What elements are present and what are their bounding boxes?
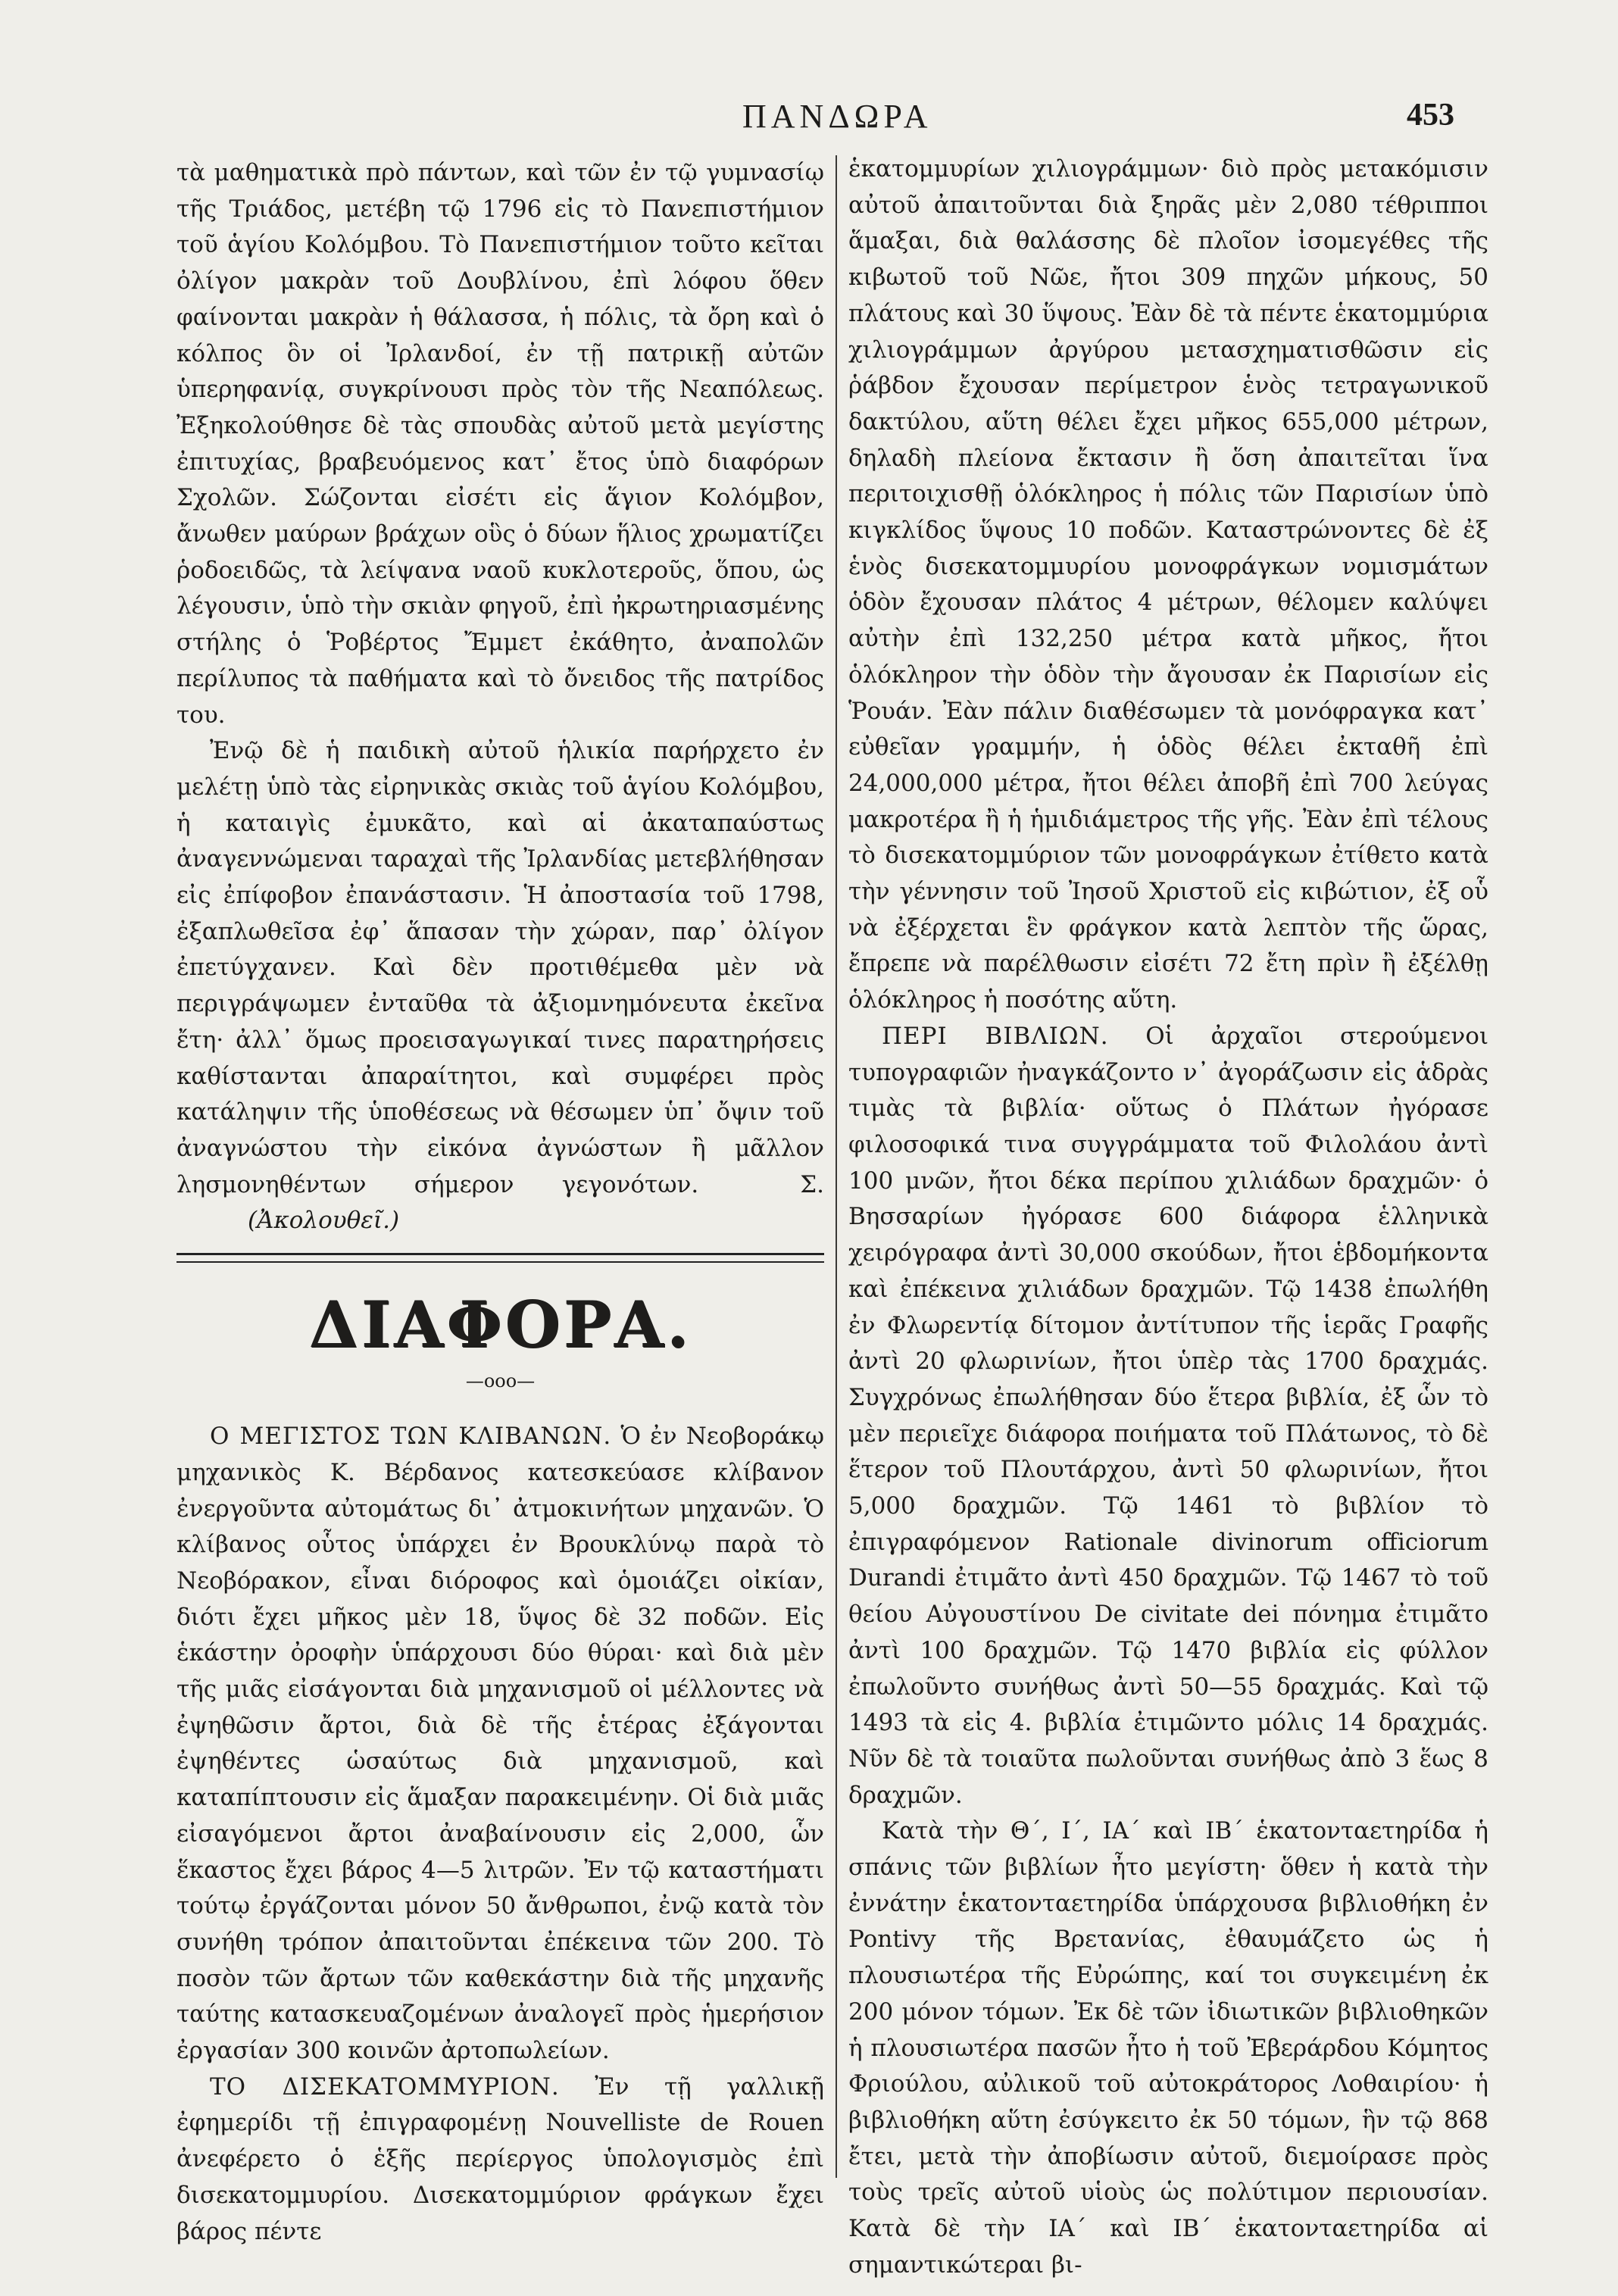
ornament-divider: —ooo— xyxy=(465,1370,536,1392)
running-title: ΠΑΝΔΩΡΑ xyxy=(742,98,932,135)
section-heading: ΔΙΑΦΟΡΑ. xyxy=(308,1287,692,1363)
right-column xyxy=(848,152,1488,2283)
news-item-text: ἑκατομμυρίων χιλιογράμμων· διὸ πρὸς μετακόμισιν αὐτοῦ ἀπαιτοῦνται διὰ ξηρᾶς μὲν 2,080 τέθριπποι ἅμαξαι, διὰ θαλάσσης δὲ πλοῖον ἰσομεγέθες τῆς κιβωτοῦ τοῦ Νῶε, ἤτοι 309 πηχῶν μήκους, 50 πλάτους καὶ 30 ὕψους. Ἐὰν δὲ τὰ πέντε ἑκατομμύρια χιλιογράμμων ἀργύρου μετασχηματισθῶσιν εἰς ῥάβδον ἔχουσαν περίμετρον ἑνὸς τετραγωνικοῦ δακτύλου, αὕτη θέλει ἔχει μῆκος 655,000 μέτρων, δηλαδὴ πλείονα ἔκτασιν ἢ ὅση ἀπαιτεῖται ἵνα περιτοιχισθῇ ὁλόκληρος ἡ πόλις τῶν Παρισίων ὑπὸ κιγκλίδος ὕψους 10 ποδῶν. Καταστρώνοντες δὲ ἐξ ἑνὸς δισεκατομμυρίου μονοφράγκων νομισμάτων ὁδὸν ἔχουσαν πλάτος 4 μέτρων, θέλομεν καλύψει αὐτὴν ἐπὶ 132,250 μέτρα κατὰ μῆκος, ἤτοι ὁλόκληρον τὴν ὁδὸν τὴν ἄγουσαν ἐκ Παρισίων εἰς Ῥουάν. Ἐὰν πάλιν διαθέσωμεν τὰ μονόφραγκα κατ᾽ εὐθεῖαν γραμμήν, ἡ ὁδὸς θέλει ἐκταθῆ ἐπὶ 24,000,000 μέτρα, ἤτοι θέλει ἀποβῆ ἐπὶ 700 λεύγας μακροτέρα ἢ ἡ ἡμιδιάμετρος τῆς γῆς. Ἐὰν ἐπὶ τέλους τὸ δισεκατομμύριον τῶν μονοφράγκων ἐτίθετο κατὰ τὴν γέννησιν τοῦ Ἰησοῦ Χριστοῦ εἰς κιβώτιον, ἐξ οὗ νὰ ἐξέρχεται ἓν φράγκον κατὰ λεπτὸν τῆς ὥρας, ἔπρεπε νὰ παρέλθωσιν εἰσέτι 72 ἔτη πρὶν ἢ ἐξέλθῃ ὁλόκληρος ἡ ποσότης αὕτη. xyxy=(848,155,1488,1014)
news-item xyxy=(176,1419,824,2070)
news-item-text: Κατὰ τὴν Θ´, Ι´, ΙΑ´ καὶ ΙΒ´ ἑκατονταετηρίδα ἡ σπάνις τῶν βιβλίων ἦτο μεγίστη· ὅθεν ἡ κατὰ τὴν ἐννάτην ἑκατονταετηρίδα ὑπάρχουσα βιβλιοθήκη ἐν Pontivy τῆς Βρετανίας, ἐθαυμάζετο ὡς ἡ πλουσιωτέρα τῆς Εὐρώπης, καί τοι συγκειμένη ἐκ 200 μόνον τόμων. Ἐκ δὲ τῶν ἰδιωτικῶν βιβλιοθηκῶν ἡ πλουσιωτέρα πασῶν ἦτο ἡ τοῦ Ἐβεράρδου Κόμητος Φριούλου, αὐλικοῦ τοῦ αὐτοκράτορος Λοθαιρίου· ἡ βιβλιοθήκη αὕτη ἐσύγκειτο ἐκ 50 τόμων, ἣν τῷ 868 ἔτει, μετὰ τὴν ἀποβίωσιν αὐτοῦ, διεμοίρασε πρὸς τοὺς τρεῖς αὐτοῦ υἱοὺς ὡς πολύτιμον περιουσίαν. Κατὰ δὲ τὴν ΙΑ´ καὶ ΙΒ´ ἑκατονταετηρίδα αἱ σημαντικώτεραι βι- xyxy=(848,1817,1488,2279)
author-signature: Σ. xyxy=(800,1170,824,1198)
section-rule xyxy=(176,1253,824,1263)
news-item xyxy=(848,1019,1488,1813)
news-item-text: Οἱ ἀρχαῖοι στερούμενοι τυπογραφιῶν ἠναγκάζοντο ν᾽ ἀγοράζωσιν εἰς ἁδρὰς τιμὰς τὰ βιβλία· οὕτως ὁ Πλάτων ἠγόρασε φιλοσοφικά τινα συγγράμματα τοῦ Φιλολάου ἀντὶ 100 μνῶν, ἤτοι δέκα περίπου χιλιάδων δραχμῶν· ὁ Βησσαρίων ἠγόρασε 600 διάφορα ἑλληνικὰ χειρόγραφα ἀντὶ 30,000 σκούδων, ἤτοι ἑβδομήκοντα καὶ ἐπέκεινα χιλιάδων δραχμῶν. Τῷ 1438 ἐπωλήθη ἐν Φλωρεντίᾳ δίτομον ἀντίτυπον τῆς ἱερᾶς Γραφῆς ἀντὶ 20 φλωρινίων, ἤτοι ὑπὲρ τὰς 1700 δραχμάς. Συγχρόνως ἐπωλήθησαν δύο ἕτερα βιβλία, ἐξ ὧν τὸ μὲν περιεῖχε διάφορα ποιήματα τοῦ Πλάτωνος, τὸ δὲ ἕτερον τοῦ Πλουτάρχου, ἀντὶ 50 φλωρινίων, ἤτοι 5,000 δραχμῶν. Τῷ 1461 τὸ βιβλίον τὸ ἐπιγραφόμενον Rationale divinorum officiorum Durandi ἐτιμᾶτο ἀντὶ 450 δραχμῶν. Τῷ 1467 τὸ τοῦ θείου Αὐγουστίνου De civitate dei πόνημα ἐτιμᾶτο ἀντὶ 100 δραχμῶν. Τῷ 1470 βιβλία εἰς φύλλον ἐπωλοῦντο συνήθως ἀντὶ 50—55 δραχμάς. Καὶ τῷ 1493 τὰ εἰς 4. βιβλία ἐτιμῶντο μόλις 14 δραχμάς. Νῦν δὲ τὰ τοιαῦτα πωλοῦνται συνήθως ἀπὸ 3 ἕως 8 δραχμῶν. xyxy=(848,1022,1489,1809)
news-item-title: ΤΟ ΔΙΣΕΚΑΤΟΜΜΥΡΙΟΝ. xyxy=(210,2073,560,2101)
column-divider xyxy=(836,155,837,2178)
left-column xyxy=(176,155,824,2250)
news-item xyxy=(176,2070,824,2251)
paragraph-text: Ἐνῷ δὲ ἡ παιδικὴ αὐτοῦ ἡλικία παρήρχετο ἐν μελέτῃ ὑπὸ τὰς εἰρηνικὰς σκιὰς τοῦ ἁγίου Κολόμβου, ἡ καταιγὶς ἐμυκᾶτο, καὶ αἱ ἀκαταπαύστως ἀναγεννώμεναι ταραχαὶ τῆς Ἰρλανδίας μετεβλήθησαν εἰς ἐπίφοβον ἐπανάστασιν. Ἡ ἀποστασία τοῦ 1798, ἐξαπλωθεῖσα ἐφ᾽ ἅπασαν τὴν χώραν, παρ᾽ ὀλίγον ἐπετύγχανεν. Καὶ δὲν προτιθέμεθα μὲν νὰ περιγράψωμεν ἐνταῦθα τὰ ἀξιομνημόνευτα ἐκεῖνα ἔτη· ἀλλ᾽ ὅμως προεισαγωγικαί τινες παρατηρήσεις καθίστανται ἀπαραίτητοι, καὶ συμφέρει πρὸς κατάληψιν τῆς ὑποθέσεως νὰ θέσωμεν ὑπ᾽ ὄψιν τοῦ ἀναγνώστου τὴν εἰκόνα ἀγνώστων ἢ μᾶλλον λησμονηθέντων σήμερον γεγονότων. xyxy=(176,737,824,1198)
page-number: 453 xyxy=(1407,98,1454,133)
news-item-text: Ὁ ἐν Νεοβοράκῳ μηχανικὸς Κ. Βέρδανος κατεσκεύασε κλίβανον ἐνεργοῦντα αὐτομάτως δι᾽ ἀτμοκινήτων μηχανῶν. Ὁ κλίβανος οὗτος ὑπάρχει ἐν Βρουκλύνῳ παρὰ τὸ Νεοβόρακον, εἶναι διόροφος καὶ ὁμοιάζει οἰκίαν, διότι ἔχει μῆκος μὲν 18, ὕψος δὲ 32 ποδῶν. Εἰς ἑκάστην ὀροφὴν ὑπάρχουσι δύο θύραι· καὶ διὰ μὲν τῆς μιᾶς εἰσάγονται διὰ μηχανισμοῦ οἱ μέλλοντες νὰ ἐψηθῶσιν ἄρτοι, διὰ δὲ τῆς ἑτέρας ἐξάγονται ἐψηθέντες ὡσαύτως διὰ μηχανισμοῦ, καὶ καταπίπτουσιν εἰς ἅμαξαν παρακειμένην. Οἱ διὰ μιᾶς εἰσαγόμενοι ἄρτοι ἀναβαίνουσιν εἰς 2,000, ὧν ἕκαστος ἔχει βάρος 4—5 λιτρῶν. Ἐν τῷ καταστήματι τούτῳ ἐργάζονται μόνον 50 ἄνθρωποι, ἐνῷ κατὰ τὸν συνήθη τρόπον ἀπαιτοῦνται ἐπέκεινα τῶν 200. Τὸ ποσὸν τῶν ἄρτων τῶν καθεκάστην διὰ τῆς μηχανῆς ταύτης κατασκευαζομένων ἀναλογεῖ πρὸς ἡμερήσιον ἐργασίαν 300 κοινῶν ἀρτοπωλείων. xyxy=(176,1423,825,2065)
page-header xyxy=(167,97,1454,145)
continued-note: (Ἀκολουθεῖ.) xyxy=(248,1207,400,1235)
article-paragraph: τὰ μαθηματικὰ πρὸ πάντων, καὶ τῶν ἐν τῷ γυμνασίῳ τῆς Τριάδος, μετέβη τῷ 1796 εἰς τὸ Πανεπιστήμιον τοῦ ἁγίου Κολόμβου. Τὸ Πανεπιστήμιον τοῦτο κεῖται ὀλίγον μακρὰν τοῦ Δουβλίνου, ἐπὶ λόφου ὅθεν φαίνονται μακρὰν ἡ θάλασσα, ἡ πόλις, τὰ ὄρη καὶ ὁ κόλπος ὃν οἱ Ἰρλανδοί, ἐν τῇ πατρικῇ αὐτῶν ὑπερηφανίᾳ, συγκρίνουσι πρὸς τὸν τῆς Νεαπόλεως. Ἐξηκολούθησε δὲ τὰς σπουδὰς αὐτοῦ μετὰ μεγίστης ἐπιτυχίας, βραβευόμενος κατ᾽ ἔτος ὑπὸ διαφόρων Σχολῶν. Σώζονται εἰσέτι εἰς ἅγιον Κολόμβον, ἄνωθεν μαύρων βράχων οὓς ὁ δύων ἥλιος χρωματίζει ῥοδοειδῶς, τὰ λείψανα ναοῦ κυκλοτεροῦς, ὅπου, ὡς λέγουσιν, ὑπὸ τὴν σκιὰν φηγοῦ, ἐπὶ ἠκρωτηριασμένης στήλης ὁ Ῥοβέρτος Ἔμμετ ἐκάθητο, ἀναπολῶν περίλυπος τὰ παθήματα καὶ τὸ ὄνειδος τῆς πατρίδος του. xyxy=(176,159,824,729)
article-paragraph xyxy=(176,733,824,1239)
news-item-text: Ἐν τῇ γαλλικῇ ἐφημερίδι τῇ ἐπιγραφομένῃ Nouvelliste de Rouen ἀνεφέρετο ὁ ἑξῆς περίεργος ὑπολογισμὸς ἐπὶ δισεκατομμυρίου. Δισεκατομμύριον φράγκων ἔχει βάρος πέντε xyxy=(176,2073,824,2245)
news-item-title: ΠΕΡΙ ΒΙΒΛΙΩΝ. xyxy=(882,1022,1109,1050)
news-item-title: Ο ΜΕΓΙΣΤΟΣ ΤΩΝ ΚΛΙΒΑΝΩΝ. xyxy=(210,1423,612,1451)
